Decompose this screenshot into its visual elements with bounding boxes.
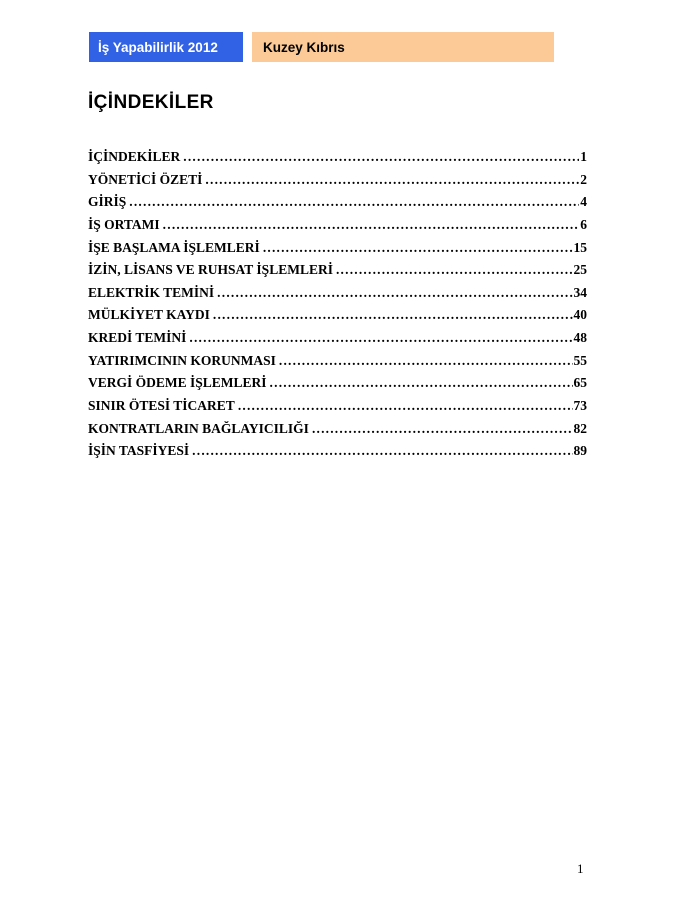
toc-entry-page: 34	[573, 284, 587, 300]
toc-entry-page: 15	[573, 239, 587, 255]
toc-entry[interactable]	[88, 372, 587, 395]
toc-entry-label: ELEKTRİK TEMİNİ	[88, 284, 215, 300]
toc-leader-dots	[183, 146, 579, 169]
toc-entry[interactable]	[88, 259, 587, 282]
report-header	[89, 32, 554, 62]
toc-entry-label: YATIRIMCININ KORUNMASI	[88, 352, 276, 368]
toc-entry-label: YÖNETİCİ ÖZETİ	[88, 171, 203, 187]
toc-entry[interactable]	[88, 282, 587, 305]
toc-entry-page: 65	[573, 375, 587, 391]
report-title-box	[89, 32, 243, 62]
toc-leader-dots	[263, 237, 573, 260]
toc-entry-page: 82	[573, 420, 587, 436]
toc-entry-label: VERGİ ÖDEME İŞLEMLERİ	[88, 375, 267, 391]
toc-entry[interactable]	[88, 214, 587, 237]
toc-entry-page: 25	[573, 262, 587, 278]
toc-leader-dots	[213, 304, 573, 327]
page-title: İÇİNDEKİLER	[88, 92, 214, 113]
toc-leader-dots	[205, 169, 579, 192]
toc-leader-dots	[129, 191, 579, 214]
toc-entry[interactable]	[88, 395, 587, 418]
report-region-label: Kuzey Kıbrıs	[263, 39, 345, 55]
toc-entry[interactable]	[88, 237, 587, 260]
toc-leader-dots	[189, 327, 572, 350]
toc-entry-label: İZİN, LİSANS VE RUHSAT İŞLEMLERİ	[88, 262, 333, 278]
toc-entry-label: İŞ ORTAMI	[88, 216, 160, 232]
toc-entry-page: 2	[580, 171, 587, 187]
toc-entry[interactable]	[88, 146, 587, 169]
toc-leader-dots	[163, 214, 580, 237]
toc-entry[interactable]	[88, 191, 587, 214]
toc-entry[interactable]	[88, 169, 587, 192]
toc-entry[interactable]	[88, 327, 587, 350]
toc-entry-page: 73	[573, 398, 587, 414]
toc-entry[interactable]	[88, 350, 587, 373]
footer-page-number: 1	[577, 861, 584, 876]
toc-entry-label: KONTRATLARIN BAĞLAYICILIĞI	[88, 420, 309, 436]
toc-entry-label: SINIR ÖTESİ TİCARET	[88, 398, 235, 414]
toc-leader-dots	[312, 418, 573, 441]
toc-entry-label: İŞİN TASFİYESİ	[88, 443, 190, 459]
toc-leader-dots	[336, 259, 573, 282]
toc-leader-dots	[238, 395, 573, 418]
toc-list	[88, 146, 587, 463]
toc-leader-dots	[270, 372, 573, 395]
toc-leader-dots	[279, 350, 573, 373]
toc-entry[interactable]	[88, 304, 587, 327]
toc-entry-label: MÜLKİYET KAYDI	[88, 307, 210, 323]
toc-entry-label: İÇİNDEKİLER	[88, 149, 181, 164]
toc-entry-page: 89	[573, 443, 587, 459]
toc-leader-dots	[217, 282, 572, 305]
toc-entry-label: GİRİŞ	[88, 194, 127, 210]
report-title-label: İş Yapabilirlik 2012	[98, 39, 218, 55]
toc-entry-page: 4	[580, 194, 587, 210]
toc-entry-page: 6	[580, 216, 587, 232]
toc-entry-label: KREDİ TEMİNİ	[88, 330, 187, 346]
toc-leader-dots	[192, 440, 572, 463]
toc-entry-page: 48	[573, 330, 587, 346]
toc-entry[interactable]	[88, 418, 587, 441]
toc-entry-label: İŞE BAŞLAMA İŞLEMLERİ	[88, 239, 260, 255]
toc-entry-page: 1	[580, 149, 587, 164]
toc-entry-page: 40	[573, 307, 587, 323]
report-region-box	[252, 32, 554, 62]
toc-entry-page: 55	[573, 352, 587, 368]
toc-entry[interactable]	[88, 440, 587, 463]
